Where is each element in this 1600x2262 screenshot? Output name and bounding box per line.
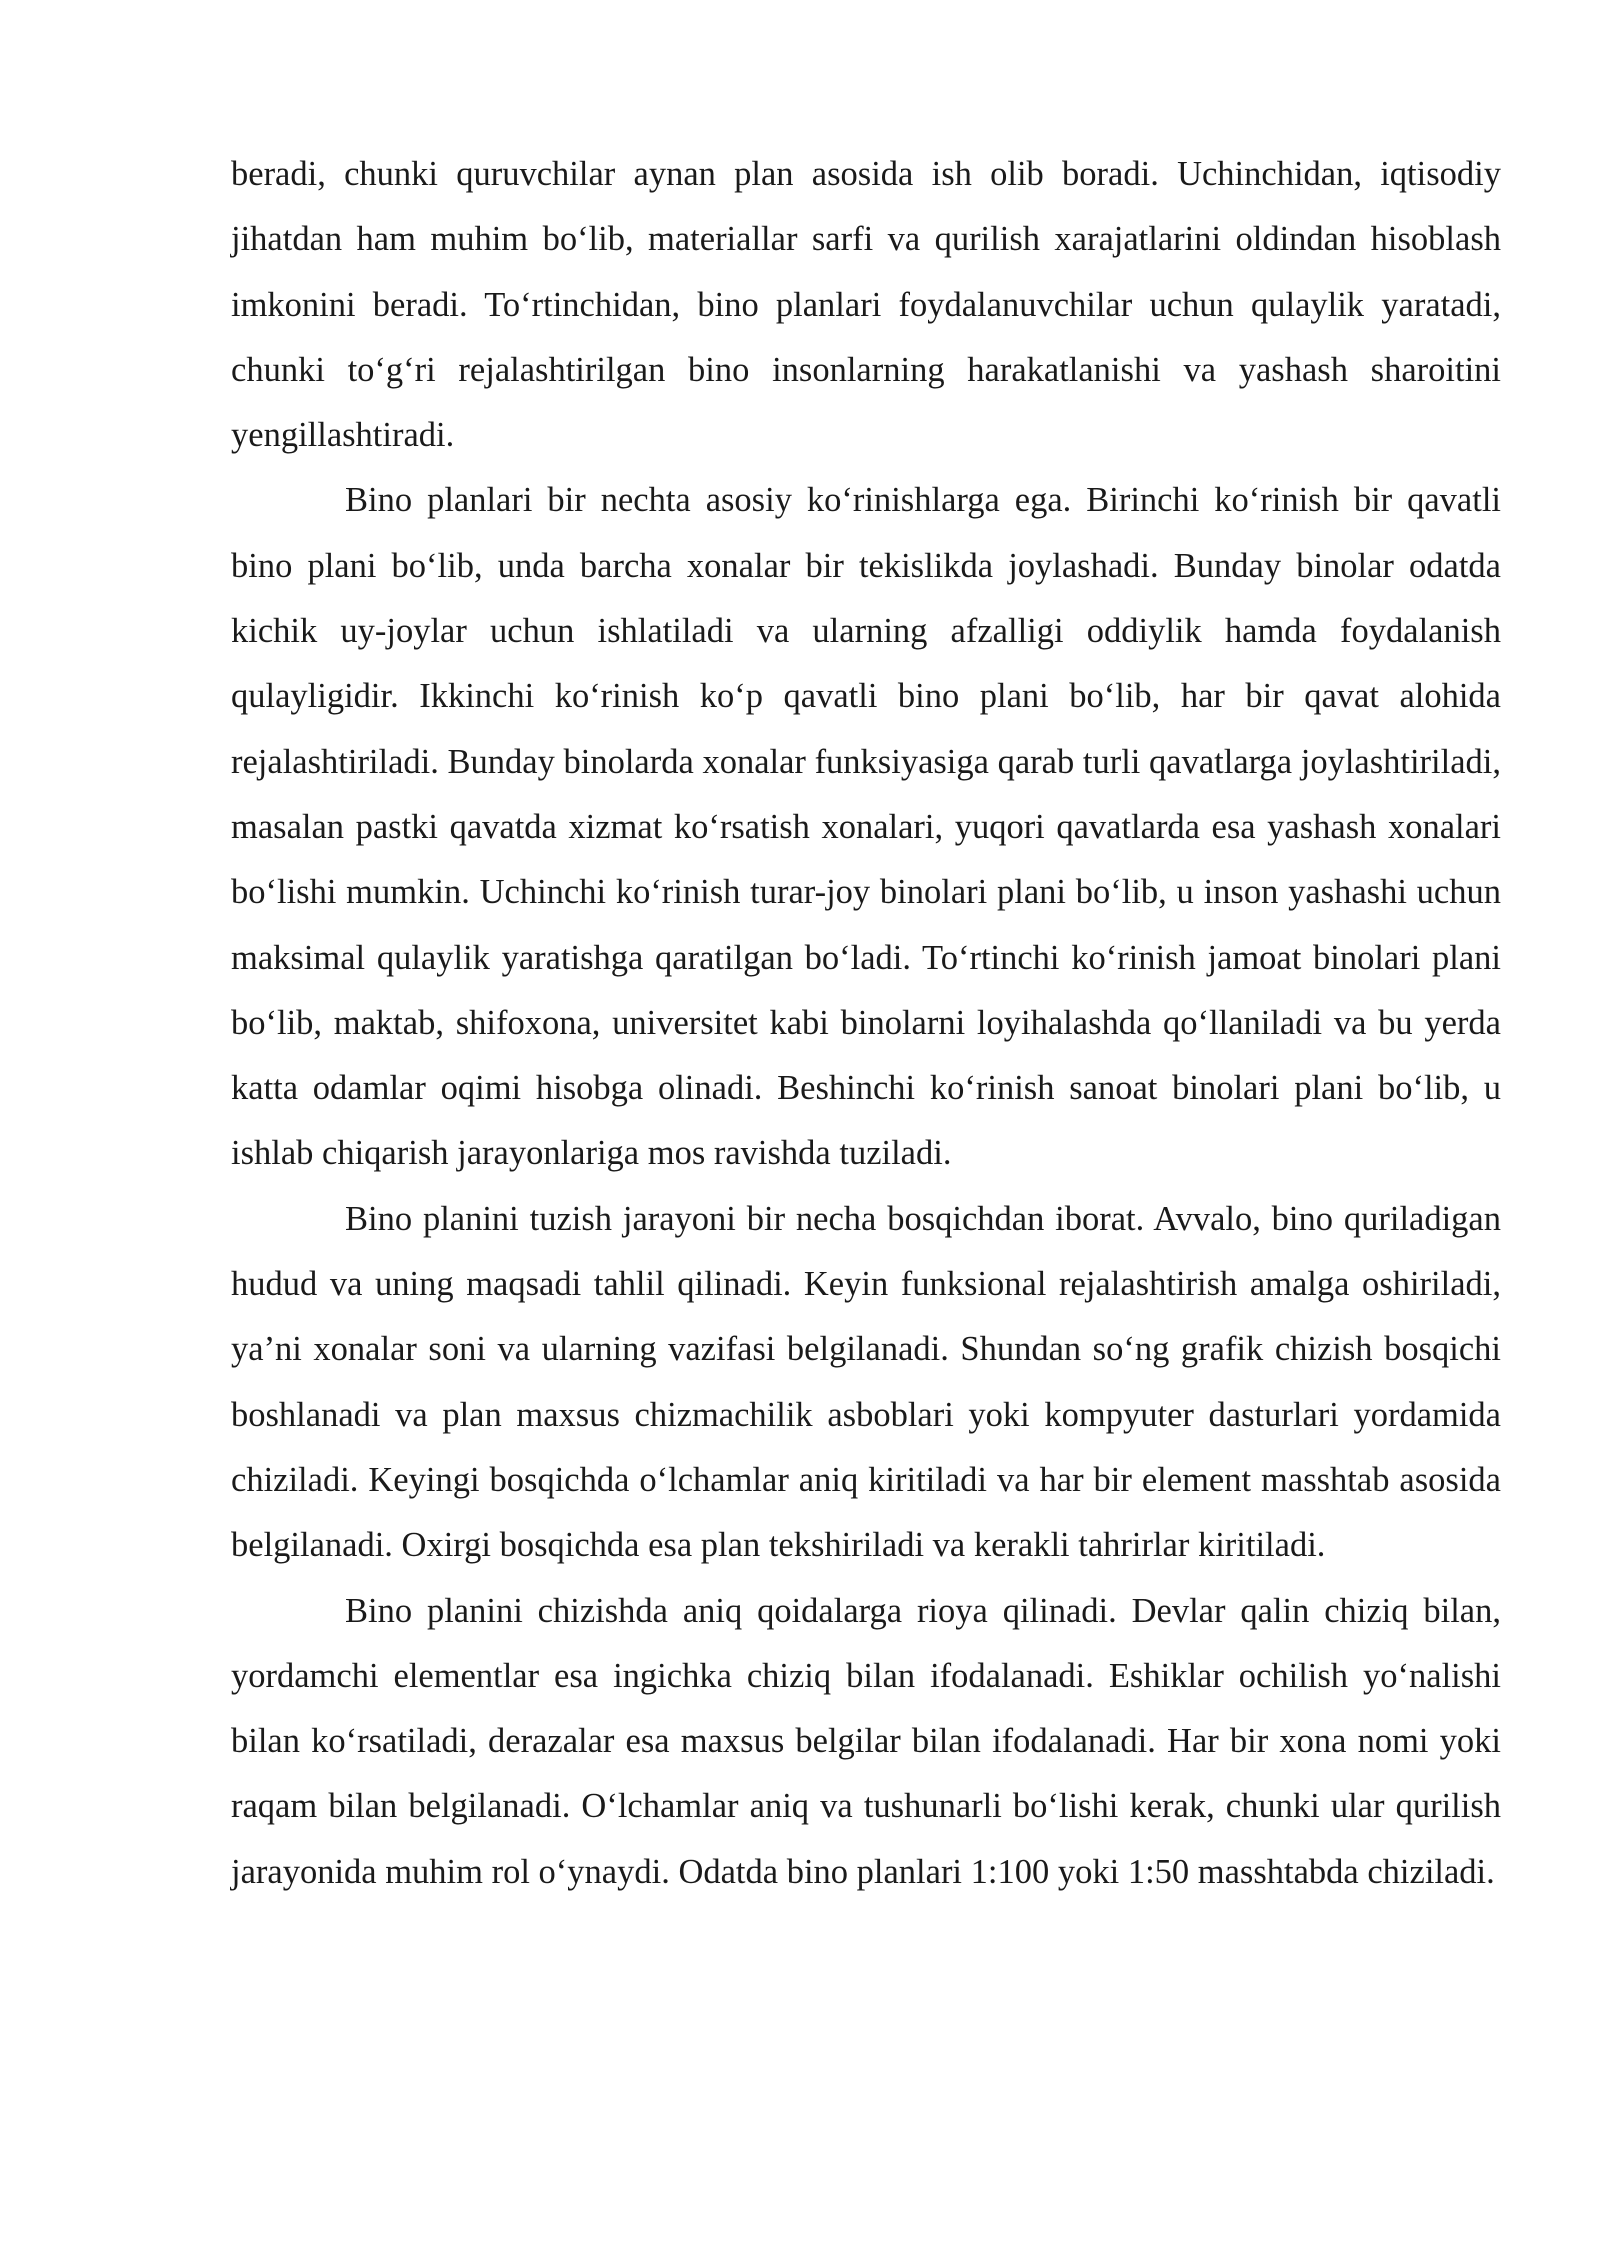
- paragraph-continuation: beradi, chunki quruvchilar aynan plan asosida ish olib boradi. Uchinchidan, iqtisodiy jihatdan ham muhim bo‘lib, materiallar sarfi va qurilish xarajatlarini oldindan hisoblash imkonini beradi. To‘rtinchidan, bino planlari foydalanuvchilar uchun qulaylik yaratadi, chunki to‘g‘ri rejalashtirilgan bino insonlarning harakatlanishi va yashash sharoitini yengillashtiradi.: [231, 155, 1501, 455]
- document-body: [231, 142, 1501, 1905]
- paragraph-plan-process: Bino planini tuzish jarayoni bir necha bosqichdan iborat. Avvalo, bino quriladigan hudud va uning maqsadi tahlil qilinadi. Keyin funksional rejalashtirish amalga oshiriladi, ya’ni xonalar soni va ularning vazifasi belgilanadi. Shundan so‘ng grafik chizish bosqichi boshlanadi va plan maxsus chizmachilik asboblari yoki kompyuter dasturlari yordamida chiziladi. Keyingi bosqichda o‘lchamlar aniq kiritiladi va har bir element masshtab asosida belgilanadi. Oxirgi bosqichda esa plan tekshiriladi va kerakli tahrirlar kiritiladi.: [231, 1199, 1501, 1565]
- paragraph-plan-types: Bino planlari bir nechta asosiy ko‘rinishlarga ega. Birinchi ko‘rinish bir qavatli bino plani bo‘lib, unda barcha xonalar bir tekislikda joylashadi. Bunday binolar odatda kichik uy-joylar uchun ishlatiladi va ularning afzalligi oddiylik hamda foydalanish qulayligidir. Ikkinchi ko‘rinish ko‘p qavatli bino plani bo‘lib, har bir qavat alohida rejalashtiriladi. Bunday binolarda xonalar funksiyasiga qarab turli qavatlarga joylashtiriladi, masalan pastki qavatda xizmat ko‘rsatish xonalari, yuqori qavatlarda esa yashash xonalari bo‘lishi mumkin. Uchinchi ko‘rinish turar-joy binolari plani bo‘lib, u inson yashashi uchun maksimal qulaylik yaratishga qaratilgan bo‘ladi. To‘rtinchi ko‘rinish jamoat binolari plani bo‘lib, maktab, shifoxona, universitet kabi binolarni loyihalashda qo‘llaniladi va bu yerda katta odamlar oqimi hisobga olinadi. Beshinchi ko‘rinish sanoat binolari plani bo‘lib, u ishlab chiqarish jarayonlariga mos ravishda tuziladi.: [231, 481, 1501, 1173]
- paragraph-drawing-rules: Bino planini chizishda aniq qoidalarga rioya qilinadi. Devlar qalin chiziq bilan, yordamchi elementlar esa ingichka chiziq bilan ifodalanadi. Eshiklar ochilish yo‘nalishi bilan ko‘rsatiladi, derazalar esa maxsus belgilar bilan ifodalanadi. Har bir xona nomi yoki raqam bilan belgilanadi. O‘lchamlar aniq va tushunarli bo‘lishi kerak, chunki ular qurilish jarayonida muhim rol o‘ynaydi. Odatda bino planlari 1:100 yoki 1:50 masshtabda chiziladi.: [231, 1591, 1501, 1891]
